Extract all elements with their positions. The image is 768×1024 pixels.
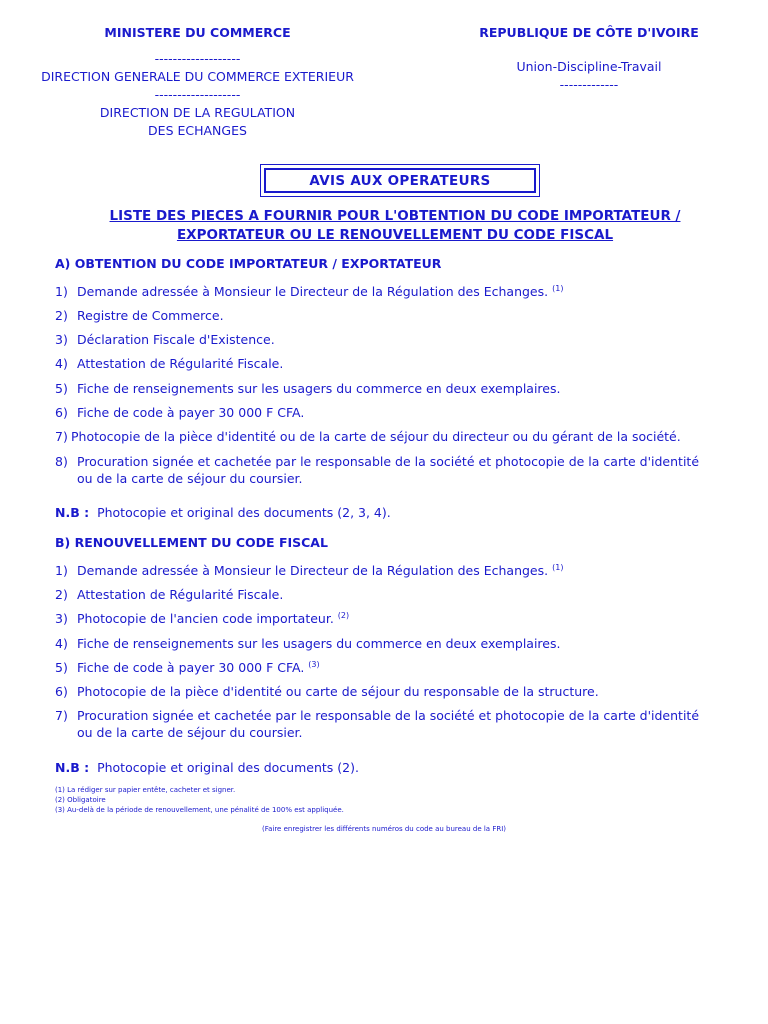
footnote: (3) Au-delà de la période de renouvellement, une pénalité de 100% est appliquée. — [55, 806, 344, 814]
list-item: 7) Procuration signée et cachetée par le responsable de la société et photocopie de la carte d'identité ou de la carte de séjour du coursier. — [55, 708, 700, 740]
separator: ------------- — [559, 77, 619, 92]
avis-title-box — [260, 164, 540, 197]
footnote: (1) La rédiger sur papier entête, cacheter et signer. — [55, 786, 236, 794]
list-item: 2) Registre de Commerce. — [55, 308, 224, 323]
direction-generale: DIRECTION GENERALE DU COMMERCE EXTERIEUR — [41, 69, 354, 84]
nb-label: N.B : — [55, 505, 90, 520]
list-item: 1) Demande adressée à Monsieur le Directeur de la Régulation des Echanges. $^{(1)}$ — [55, 283, 564, 299]
section-a-title: A) OBTENTION DU CODE IMPORTATEUR / EXPORTATEUR — [55, 256, 442, 271]
list-item: 5) Fiche de code à payer 30 000 F CFA. $^{(3)}$ — [55, 659, 320, 675]
list-item: 6) Photocopie de la pièce d'identité ou carte de séjour du responsable de la structure. — [55, 684, 599, 699]
list-item: 1) Demande adressée à Monsieur le Directeur de la Régulation des Echanges. $^{(1)}$ — [55, 562, 564, 578]
separator: ------------------- — [154, 51, 241, 66]
list-item: 6) Fiche de code à payer 30 000 F CFA. — [55, 405, 305, 420]
list-item: 3) Déclaration Fiscale d'Existence. — [55, 332, 275, 347]
list-item: 5) Fiche de renseignements sur les usagers du commerce en deux exemplaires. — [55, 381, 561, 396]
nb-note-a — [55, 504, 391, 521]
list-item: 3) Photocopie de l'ancien code importateur. $^{(2)}$ — [55, 610, 350, 626]
separator: ------------------- — [154, 87, 241, 102]
header-left — [25, 24, 370, 140]
main-title — [60, 207, 730, 245]
ministry-name: MINISTERE DU COMMERCE — [104, 25, 291, 40]
direction-line-2: DES ECHANGES — [148, 123, 247, 138]
list-item: 7) Photocopie de la pièce d'identité ou de la carte de séjour du directeur ou du gérant de la société. — [55, 429, 681, 444]
list-item: 2) Attestation de Régularité Fiscale. — [55, 587, 284, 602]
nb-text: Photocopie et original des documents (2). — [97, 760, 359, 775]
list-item: 8) Procuration signée et cachetée par le responsable de la société et photocopie de la carte d'identité ou de la carte de séjour du coursier. — [55, 454, 700, 486]
republic-name: REPUBLIQUE DE CÔTE D'IVOIRE — [479, 25, 699, 40]
nb-note-b — [55, 759, 359, 776]
list-item: 4) Attestation de Régularité Fiscale. — [55, 356, 284, 371]
avis-title: AVIS AUX OPERATEURS — [264, 168, 536, 193]
footnote: (2) Obligatoire — [55, 796, 106, 804]
national-motto: Union-Discipline-Travail — [516, 59, 662, 74]
footnotes — [55, 785, 344, 815]
nb-text: Photocopie et original des documents (2, 3, 4). — [97, 505, 391, 520]
list-item: 4) Fiche de renseignements sur les usagers du commerce en deux exemplaires. — [55, 636, 561, 651]
main-title-line-2: EXPORTATEUR OU LE RENOUVELLEMENT DU CODE FISCAL — [176, 227, 614, 243]
header-right — [470, 24, 708, 94]
section-b-title: B) RENOUVELLEMENT DU CODE FISCAL — [55, 535, 328, 550]
nb-label: N.B : — [55, 760, 90, 775]
final-note: (Faire enregistrer les différents numéros du code au bureau de la FRI) — [261, 825, 507, 833]
main-title-line-1: LISTE DES PIECES A FOURNIR POUR L'OBTENTION DU CODE IMPORTATEUR / — [109, 208, 681, 224]
direction-line-1: DIRECTION DE LA REGULATION — [99, 105, 296, 120]
